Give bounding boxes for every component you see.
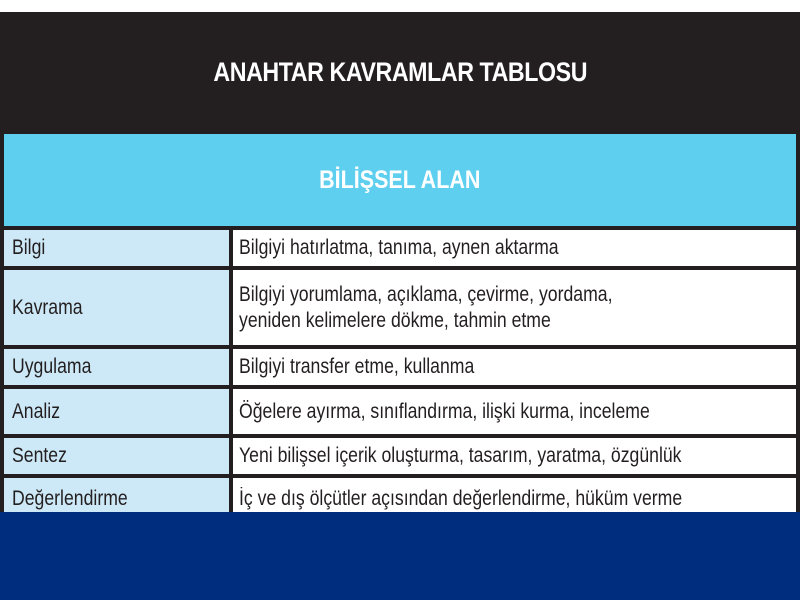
table-row <box>4 438 796 474</box>
description-text: Öğelere ayırma, sınıflandırma, ilişki kurma, inceleme <box>239 399 650 423</box>
table-title: ANAHTAR KAVRAMLAR TABLOSU <box>213 56 587 87</box>
term-text: Değerlendirme <box>12 487 128 510</box>
description-cell <box>233 349 796 385</box>
term-cell <box>4 270 229 345</box>
term-text: Uygulama <box>12 355 92 378</box>
description-text: Yeni bilişsel içerik oluşturma, tasarım, yaratma, özgünlük <box>239 444 682 467</box>
table-row <box>4 389 796 434</box>
term-cell <box>4 230 229 266</box>
description-cell <box>233 438 796 474</box>
term-text: Sentez <box>12 444 67 467</box>
description-text: Bilgiyi yorumlama, açıklama, çevirme, yordama, yeniden kelimelere dökme, tahmin etme <box>239 282 613 332</box>
section-header <box>4 134 796 226</box>
description-cell <box>233 389 796 434</box>
description-text: İç ve dış ölçütler açısından değerlendirme, hüküm verme <box>239 487 683 510</box>
description-text: Bilgiyi transfer etme, kullanma <box>239 355 475 378</box>
table-row <box>4 349 796 385</box>
term-text: Analiz <box>12 399 61 423</box>
term-text: Kavrama <box>12 295 83 319</box>
term-text: Bilgi <box>12 236 46 259</box>
term-cell <box>4 389 229 434</box>
section-title: BİLİŞSEL ALAN <box>319 165 481 194</box>
key-concepts-table <box>0 12 800 512</box>
term-cell <box>4 349 229 385</box>
table-row <box>4 270 796 345</box>
term-cell <box>4 438 229 474</box>
footer-band <box>0 512 800 600</box>
table-title-bar <box>0 12 800 132</box>
description-cell <box>233 230 796 266</box>
table-row <box>4 230 796 266</box>
description-text: Bilgiyi hatırlatma, tanıma, aynen aktarma <box>239 236 559 259</box>
description-cell <box>233 270 796 345</box>
